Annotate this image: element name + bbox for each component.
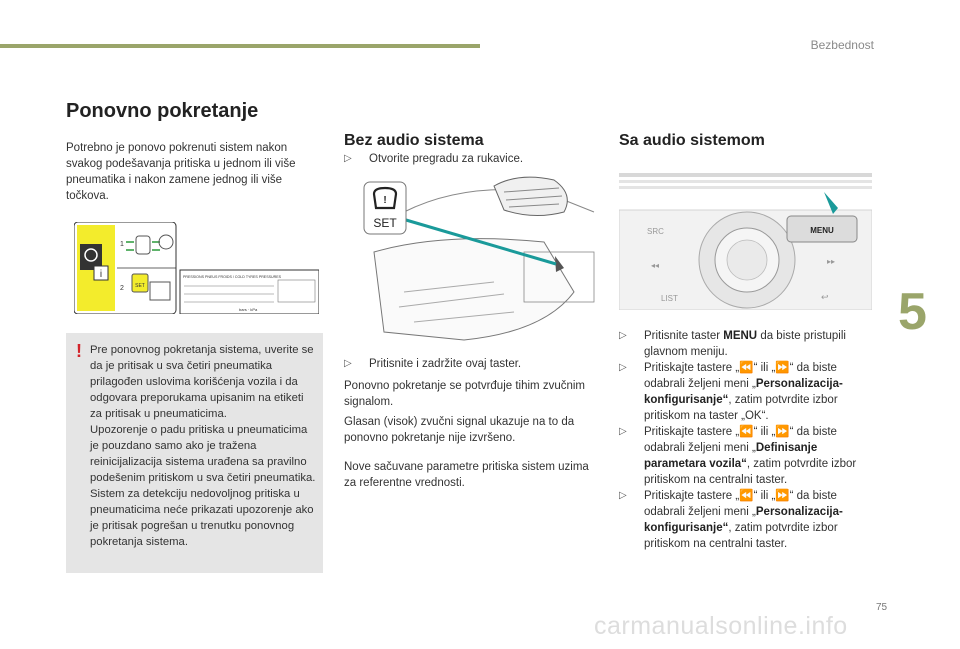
set-button-label: SET [373,216,397,230]
next-button: ▸▸ [827,257,836,266]
no-audio-title: Bez audio sistema [344,132,484,149]
warning-text-1: Pre ponovnog pokretanja sistema, uverite se da je pritisak u sva četiri pneumatika prilagođen uslovima korišćenja vozila i da odgovara preporukama upisanim na etiketi za pritisak u pneumaticima. [90,344,314,420]
header-accent-bar [0,44,480,48]
step-2-label: 2 [120,285,124,292]
watermark: carmanualsonline.info [594,612,848,640]
set-icon-text: SET [135,283,145,289]
svg-text:i: i [99,269,103,280]
warning-text-3: Sistem za detekciju nedovoljnog pritiska u pneumaticima neće prikazati upozorenje ako je pritisak pogrešan u trenutku ponovnog pokretanja sistema. [90,488,314,548]
back-button: ↩ [821,292,829,302]
no-audio-para-2: Glasan (visok) zvučni signal ukazuje na to da ponovno pokretanje nije izvršeno. [344,416,575,444]
no-audio-step-1: ▷ Otvorite pregradu za rukavice. [344,153,524,165]
menu-step-4: ▷ Pritiskajte tastere „⏪“ ili „⏩“ da biste odabrali željeni meni „Personalizacija-konfigurisanje“, zatim potvrdite izbor pritiskom na centralni taster. [619,490,843,550]
with-audio-title: Sa audio sistemom [619,132,765,149]
arrow-right-icon: ⏩ [775,426,790,438]
page-title: Ponovno pokretanje [66,100,259,122]
bullet-icon: ▷ [344,153,352,164]
warning-box [66,333,323,573]
menu-button-label: MENU [810,226,834,235]
tyre-pressure-label-figure [74,222,319,314]
step-1-label: 1 [120,241,124,248]
warning-text-2: Upozorenje o padu pritiska u pneumaticima je pouzdano samo ako je tražena reinicijalizacija sistema urađena sa pravilno podešenim pritiskom u sva četiri pneumatika. [90,424,316,484]
pressure-label-heading: PRESSIONS PNEUS FROIDS / COLD TYRES PRESSURES [183,275,281,279]
no-audio-step-2: ▷ Pritisnite i zadržite ovaj taster. [344,358,522,370]
bullet-icon: ▷ [619,330,627,341]
pressure-label-footer: bars · kPa [239,307,258,312]
bullet-icon: ▷ [619,426,627,437]
menu-step-2: ▷ Pritiskajte tastere „⏪“ ili „⏩“ da biste odabrali željeni meni „Personalizacija-konfigurisanje“, zatim potvrdite izbor pritiskom na taster „OK“. [619,362,843,422]
warning-text [90,342,318,550]
no-audio-para-3: Nove sačuvane parametre pritiska sistem uzima za referentne vrednosti. [344,461,589,489]
menu-step-1: ▷ Pritisnite taster MENU da biste pristupili glavnom meniju. [619,330,846,358]
src-button: SRC [647,227,664,236]
no-audio-para-1: Ponovno pokretanje se potvrđuje tihim zvučnim signalom. [344,380,585,408]
page-number: 75 [876,602,888,613]
glovebox-set-button-figure [344,172,598,344]
prev-button: ◂◂ [651,261,660,270]
list-button: LIST [661,294,678,303]
arrow-left-icon: ⏪ [739,362,754,374]
arrow-right-icon: ⏩ [775,362,790,374]
bullet-icon: ▷ [344,358,352,369]
bullet-icon: ▷ [619,490,627,501]
intro-text: Potrebno je ponovo pokrenuti sistem nakon svakog podešavanja pritiska u jednom ili više pneumatika i nakon zamene jednog ili više točkova. [66,142,296,202]
section-name: Bezbednost [810,38,874,52]
arrow-left-icon: ⏪ [739,426,754,438]
chapter-number: 5 [898,283,927,341]
arrow-left-icon: ⏪ [739,490,754,502]
menu-steps-list [619,328,859,552]
warning-exclamation-icon: ! [76,341,82,361]
arrow-right-icon: ⏩ [775,490,790,502]
bullet-icon: ▷ [619,362,627,373]
audio-panel-figure [619,170,872,310]
menu-step-3: ▷ Pritiskajte tastere „⏪“ ili „⏩“ da biste odabrali željeni meni „Definisanje parametara vozila“, zatim potvrdite izbor pritiskom na centralni taster. [619,426,857,486]
svg-text:!: ! [383,195,387,206]
